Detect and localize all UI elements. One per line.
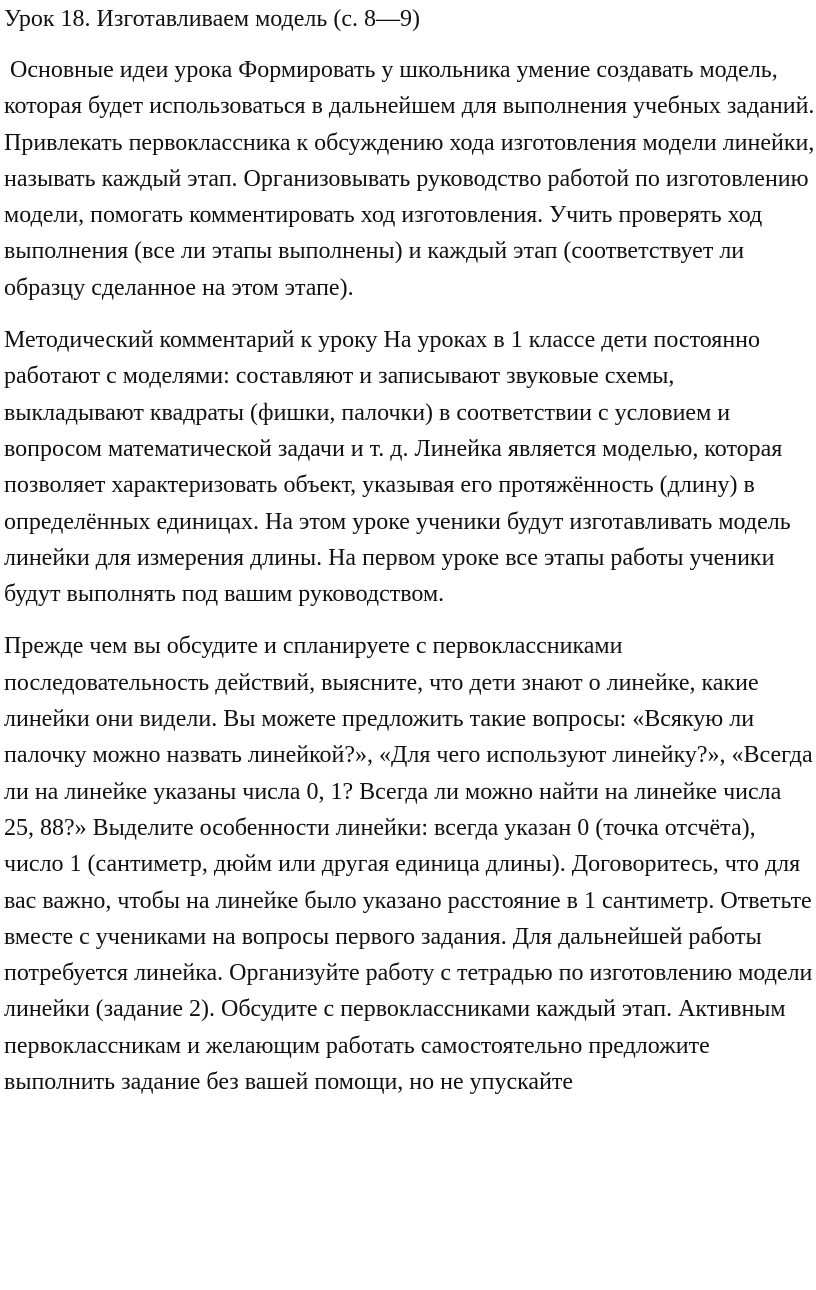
lesson-title: Урок 18. Изготавливаем модель (с. 8—9) [4, 6, 420, 32]
paragraph-instructions: Прежде чем вы обсудите и спланируете с первоклассниками последовательность действий, выясните, что дети знают о линейке, какие линейки они видели. Вы можете предложить такие вопросы: «Всякую ли палочку можно назвать линейкой?», «Для чего используют линейку?», «Всегда ли на линейке указаны числа 0, 1? Всегда ли можно найти на линейке числа 25, 88?» Выделите особенности линейки: всегда указан 0 (точка отсчёта), число 1 (сантиметр, дюйм или другая единица длины). Договоритесь, что для вас важно, чтобы на линейке было указано расстояние в 1 сантиметр. Ответьте вместе с учениками на вопросы первого задания. Для дальнейшей работы потребуется линейка. Организуйте работу с тетрадью по изготовлению модели линейки (задание 2). Обсудите с первоклассниками каждый этап. Активным первоклассникам и желающим работать самостоятельно предложите выполнить задание без вашей помощи, но не упускайте [4, 633, 813, 1096]
paragraph-method-comment: Методический комментарий к уроку На уроках в 1 классе дети постоянно работают с моделями: составляют и записывают звуковые схемы, выкладывают квадраты (фишки, палочки) в соответствии с условием и вопросом математической задачи и т. д. Линейка является моделью, которая позволяет характеризовать объект, указывая его протяжённость (длину) в определённых единицах. На этом уроке ученики будут изготавливать модель линейки для измерения длины. На первом уроке все этапы работы ученики будут выполнять под вашим руководством. [4, 327, 791, 608]
paragraph-main-ideas: Основные идеи урока Формировать у школьника умение создавать модель, которая будет использоваться в дальнейшем для выполнения учебных заданий. Привлекать первоклассника к обсуждению хода изготовления модели линейки, называть каждый этап. Организовывать руководство работой по изготовлению модели, помогать комментировать ход изготовления. Учить проверять ход выполнения (все ли этапы выполнены) и каждый этап (соответствует ли образцу сделанное на этом этапе). [4, 57, 815, 301]
